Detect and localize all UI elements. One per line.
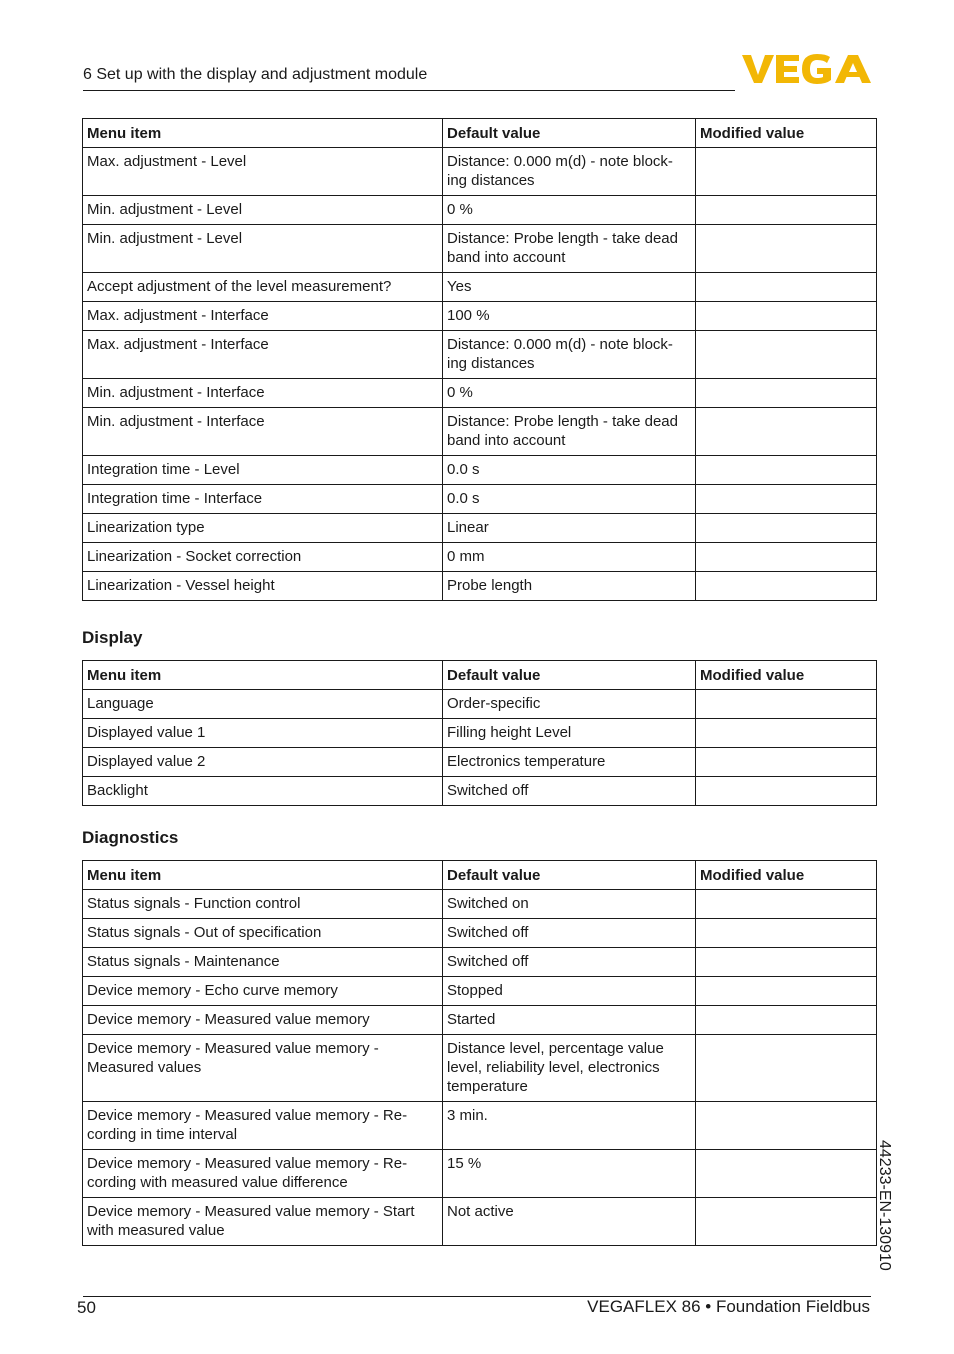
menu-item-cell: Linearization - Socket correction [83, 543, 443, 572]
menu-item-cell: Min. adjustment - Level [83, 225, 443, 273]
default-value-cell: 3 min. [443, 1102, 696, 1150]
default-value-cell: Distance: 0.000 m(d) - note block- ing distances [443, 148, 696, 196]
modified-value-cell [696, 777, 877, 806]
default-value-cell: 0 % [443, 196, 696, 225]
header-divider [83, 90, 735, 91]
menu-item-cell: Device memory - Measured value memory - Re- cording in time interval [83, 1102, 443, 1150]
default-value-cell: Distance: 0.000 m(d) - note block- ing distances [443, 331, 696, 379]
table-row [83, 408, 877, 456]
menu-item-cell: Status signals - Maintenance [83, 948, 443, 977]
table-row [83, 1102, 877, 1150]
default-value-cell: Linear [443, 514, 696, 543]
table-row [83, 890, 877, 919]
table-row [83, 273, 877, 302]
default-value-cell: 15 % [443, 1150, 696, 1198]
column-header-menu-item: Menu item [83, 661, 443, 690]
logo-letter-e [776, 55, 799, 83]
menu-item-cell: Status signals - Out of specification [83, 919, 443, 948]
default-value-cell: Filling height Level [443, 719, 696, 748]
column-header-default-value: Default value [443, 661, 696, 690]
menu-item-cell: Linearization type [83, 514, 443, 543]
default-value-cell: 0 % [443, 379, 696, 408]
default-value-cell: Not active [443, 1198, 696, 1246]
table-row [83, 331, 877, 379]
menu-item-cell: Device memory - Measured value memory - Re- cording with measured value difference [83, 1150, 443, 1198]
default-value-cell: Distance: Probe length - take dead band into account [443, 408, 696, 456]
running-header: 6 Set up with the display and adjustment module [83, 66, 428, 83]
menu-item-cell: Integration time - Level [83, 456, 443, 485]
menu-item-cell: Device memory - Measured value memory - Measured values [83, 1035, 443, 1102]
column-header-menu-item: Menu item [83, 119, 443, 148]
menu-item-cell: Language [83, 690, 443, 719]
table-header-row [83, 661, 877, 690]
modified-value-cell [696, 1102, 877, 1150]
modified-value-cell [696, 1198, 877, 1246]
modified-value-cell [696, 273, 877, 302]
table-row [83, 1035, 877, 1102]
table-row [83, 148, 877, 196]
modified-value-cell [696, 977, 877, 1006]
table-header-row [83, 861, 877, 890]
table-row [83, 948, 877, 977]
menu-item-cell: Device memory - Measured value memory [83, 1006, 443, 1035]
column-header-modified-value: Modified value [696, 861, 877, 890]
default-value-cell: Distance level, percentage value level, reliability level, electronics temperature [443, 1035, 696, 1102]
modified-value-cell [696, 543, 877, 572]
modified-value-cell [696, 748, 877, 777]
menu-item-cell: Max. adjustment - Level [83, 148, 443, 196]
menu-item-cell: Min. adjustment - Interface [83, 408, 443, 456]
table-row [83, 919, 877, 948]
menu-item-cell: Status signals - Function control [83, 890, 443, 919]
column-header-menu-item: Menu item [83, 861, 443, 890]
modified-value-cell [696, 919, 877, 948]
table-row [83, 485, 877, 514]
display-settings-table [82, 660, 877, 806]
column-header-default-value: Default value [443, 119, 696, 148]
table-row [83, 777, 877, 806]
document-code: 44233-EN-130910 [876, 1140, 893, 1271]
diagnostics-settings-table [82, 860, 877, 1246]
table-row [83, 1150, 877, 1198]
menu-item-cell: Device memory - Measured value memory - Start with measured value [83, 1198, 443, 1246]
menu-item-cell: Accept adjustment of the level measurement? [83, 273, 443, 302]
table-row [83, 514, 877, 543]
table-row [83, 748, 877, 777]
default-value-cell: 100 % [443, 302, 696, 331]
column-header-default-value: Default value [443, 861, 696, 890]
default-value-cell: Order-specific [443, 690, 696, 719]
default-value-cell: 0 mm [443, 543, 696, 572]
default-value-cell: Started [443, 1006, 696, 1035]
default-value-cell: 0.0 s [443, 456, 696, 485]
modified-value-cell [696, 148, 877, 196]
modified-value-cell [696, 1035, 877, 1102]
modified-value-cell [696, 690, 877, 719]
default-value-cell: Switched off [443, 777, 696, 806]
table-row [83, 302, 877, 331]
default-value-cell: Switched off [443, 919, 696, 948]
display-section-title: Display [82, 628, 143, 647]
table-row [83, 196, 877, 225]
modified-value-cell [696, 302, 877, 331]
menu-item-cell: Displayed value 2 [83, 748, 443, 777]
menu-item-cell: Displayed value 1 [83, 719, 443, 748]
menu-item-cell: Max. adjustment - Interface [83, 331, 443, 379]
default-value-cell: Yes [443, 273, 696, 302]
modified-value-cell [696, 225, 877, 273]
table-row [83, 225, 877, 273]
logo-letter-v [742, 55, 774, 83]
table-row [83, 572, 877, 601]
menu-item-cell: Linearization - Vessel height [83, 572, 443, 601]
default-value-cell: Switched off [443, 948, 696, 977]
modified-value-cell [696, 1150, 877, 1198]
table-row [83, 977, 877, 1006]
table-row [83, 719, 877, 748]
modified-value-cell [696, 485, 877, 514]
menu-item-cell: Min. adjustment - Interface [83, 379, 443, 408]
modified-value-cell [696, 948, 877, 977]
diagnostics-section-title: Diagnostics [82, 828, 179, 847]
modified-value-cell [696, 331, 877, 379]
menu-item-cell: Max. adjustment - Interface [83, 302, 443, 331]
modified-value-cell [696, 456, 877, 485]
modified-value-cell [696, 572, 877, 601]
modified-value-cell [696, 1006, 877, 1035]
default-value-cell: Distance: Probe length - take dead band into account [443, 225, 696, 273]
column-header-modified-value: Modified value [696, 119, 877, 148]
modified-value-cell [696, 514, 877, 543]
vega-logo [742, 52, 874, 91]
vega-logo-graphic [742, 52, 874, 86]
menu-item-cell: Backlight [83, 777, 443, 806]
table-row [83, 690, 877, 719]
table-row [83, 456, 877, 485]
menu-item-cell: Integration time - Interface [83, 485, 443, 514]
default-value-cell: Stopped [443, 977, 696, 1006]
default-value-cell: Electronics temperature [443, 748, 696, 777]
logo-letter-g [802, 54, 831, 84]
default-value-cell: Switched on [443, 890, 696, 919]
default-value-cell: Probe length [443, 572, 696, 601]
page-number: 50 [77, 1298, 96, 1317]
table-row [83, 379, 877, 408]
modified-value-cell [696, 379, 877, 408]
modified-value-cell [696, 890, 877, 919]
modified-value-cell [696, 719, 877, 748]
modified-value-cell [696, 408, 877, 456]
default-value-cell: 0.0 s [443, 485, 696, 514]
table-header-row [83, 119, 877, 148]
modified-value-cell [696, 196, 877, 225]
footer-product-name: VEGAFLEX 86 • Foundation Fieldbus [587, 1297, 870, 1316]
column-header-modified-value: Modified value [696, 661, 877, 690]
menu-item-cell: Device memory - Echo curve memory [83, 977, 443, 1006]
table-row [83, 543, 877, 572]
table-row [83, 1198, 877, 1246]
adjustment-settings-table [82, 118, 877, 601]
table-row [83, 1006, 877, 1035]
menu-item-cell: Min. adjustment - Level [83, 196, 443, 225]
